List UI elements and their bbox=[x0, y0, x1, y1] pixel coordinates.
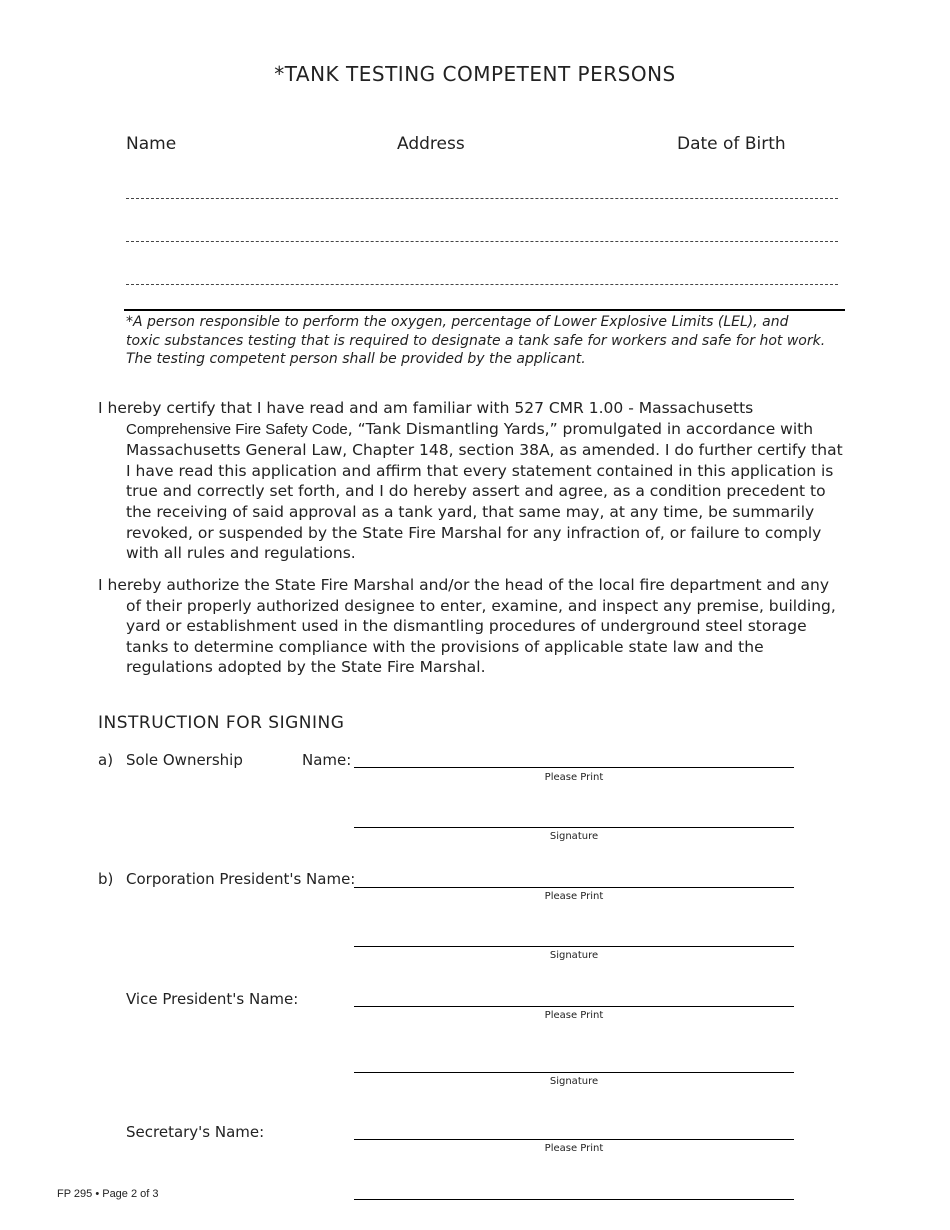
secretary-name-field[interactable] bbox=[354, 1139, 794, 1140]
column-header-address: Address bbox=[397, 134, 465, 154]
sole-ownership-label: Sole Ownership bbox=[126, 751, 243, 769]
print-caption: Please Print bbox=[544, 772, 604, 783]
sole-name-label: Name: bbox=[302, 751, 352, 769]
vice-president-name-field[interactable] bbox=[354, 1006, 794, 1007]
print-caption: Please Print bbox=[544, 1143, 604, 1154]
authorization-paragraph: I hereby authorize the State Fire Marshal and/or the head of the local fire department and any of their properly authorized designee to enter, examine, and inspect any premise, building, yard or establishment used in the dismantling procedures of underground steel storage tanks to determine compliance with the provisions of applicable state law and the regulations adopted by the State Fire Marshal. bbox=[98, 576, 836, 677]
vice-president-name-label: Vice President's Name: bbox=[126, 990, 299, 1008]
certify-text-1: I hereby certify that I have read and am familiar with 527 CMR 1.00 - Massachusetts bbox=[98, 399, 754, 417]
certification-paragraph bbox=[98, 398, 846, 564]
vice-president-signature-field[interactable] bbox=[354, 1072, 794, 1073]
president-name-field[interactable] bbox=[354, 887, 794, 888]
president-name-label: Corporation President's Name: bbox=[126, 870, 356, 888]
signature-caption: Signature bbox=[549, 831, 599, 842]
signature-caption: Signature bbox=[549, 1076, 599, 1087]
entry-line-3[interactable] bbox=[126, 284, 838, 285]
signature-caption: Signature bbox=[549, 950, 599, 961]
footnote: *A person responsible to perform the oxygen, percentage of Lower Explosive Limits (LEL), and toxic substances testing that is required to designate a tank safe for workers and safe for hot work. The testing competent person shall be provided by the applicant. bbox=[126, 314, 826, 367]
secretary-signature-field[interactable] bbox=[354, 1199, 794, 1200]
item-a-marker: a) bbox=[98, 751, 114, 769]
signing-heading: INSTRUCTION FOR SIGNING bbox=[98, 713, 345, 733]
president-signature-field[interactable] bbox=[354, 946, 794, 947]
entry-line-2[interactable] bbox=[126, 241, 838, 242]
entry-line-1[interactable] bbox=[126, 198, 838, 199]
page-title: *TANK TESTING COMPETENT PERSONS bbox=[274, 62, 676, 86]
secretary-name-label: Secretary's Name: bbox=[126, 1123, 265, 1141]
print-caption: Please Print bbox=[544, 891, 604, 902]
page-footer: FP 295 • Page 2 of 3 bbox=[57, 1188, 159, 1200]
print-caption: Please Print bbox=[544, 1010, 604, 1021]
sole-name-field[interactable] bbox=[354, 767, 794, 768]
divider bbox=[124, 309, 845, 311]
item-b-marker: b) bbox=[98, 870, 114, 888]
code-name: Comprehensive Fire Safety Code bbox=[126, 420, 348, 438]
certify-text-2: , “Tank Dismantling Yards,” promulgated in accordance with Massachusetts General Law, Chapter 148, section 38A, as amended. I do further certify that I have read this application and affirm that every statement contained in this application is true and correctly set forth, and I do hereby assert and agree, as a condition precedent to the receiving of said approval as a tank yard, that same may, at any time, be summarily revoked, or suspended by the State Fire Marshal for any infraction of, or failure to comply with all rules and regulations. bbox=[126, 419, 843, 563]
column-header-name: Name bbox=[126, 134, 177, 154]
sole-signature-field[interactable] bbox=[354, 827, 794, 828]
column-header-date-of-birth: Date of Birth bbox=[677, 134, 786, 154]
